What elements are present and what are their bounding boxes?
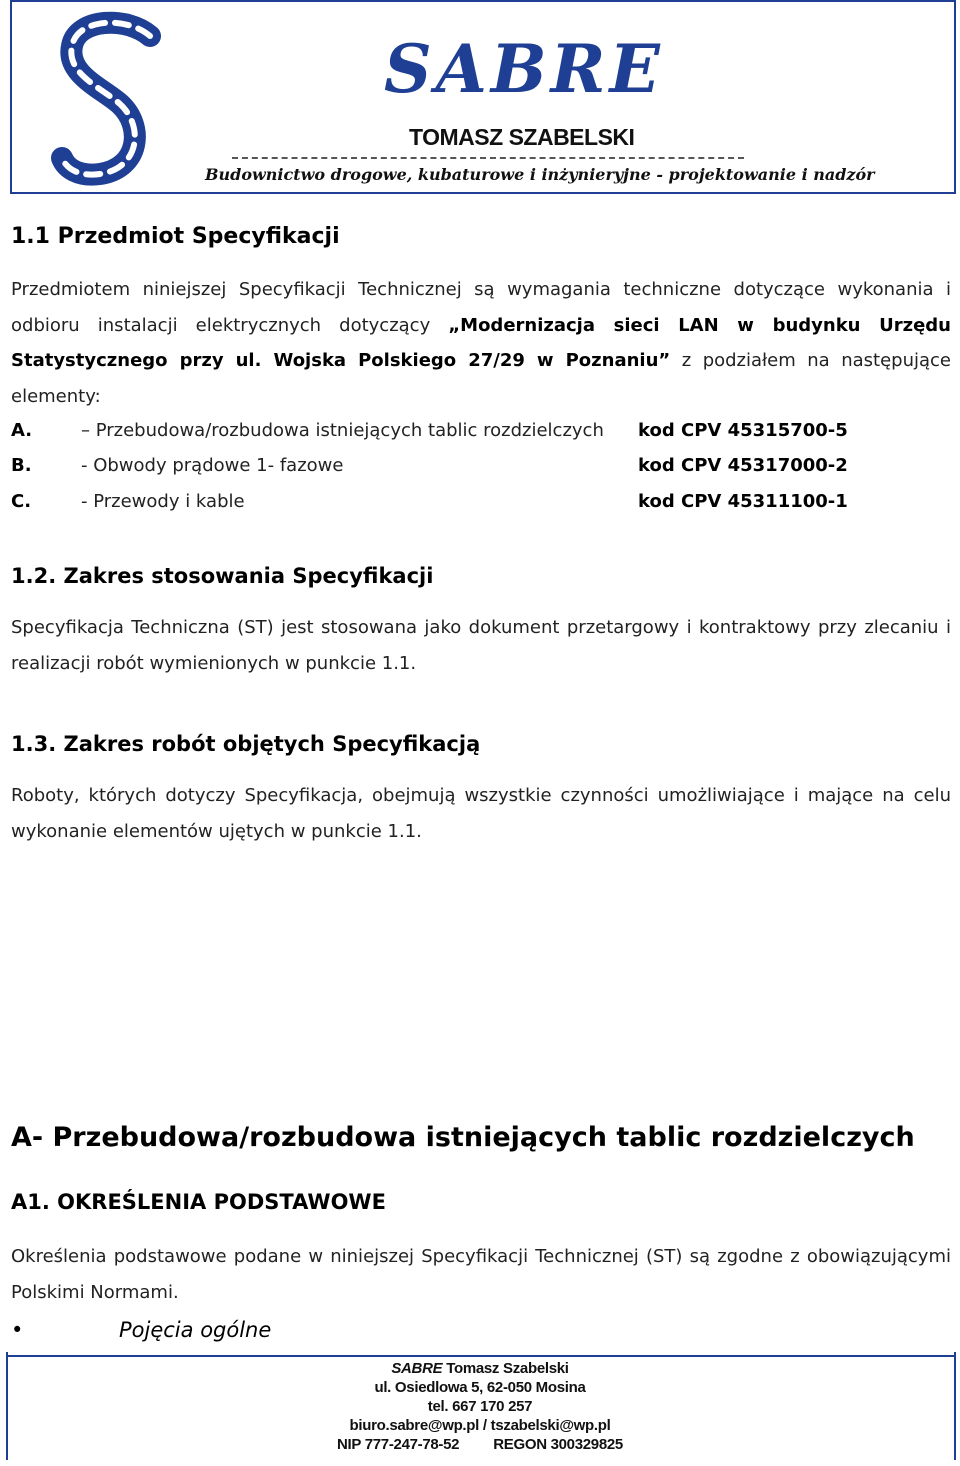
item-cpv-code: kod CPV 45315700-5	[638, 420, 848, 441]
footer-address: ul. Osiedlowa 5, 62-050 Mosina	[374, 1379, 586, 1396]
project-name: „Modernizacja sieci LAN w budynku Urzędu Statystycznego przy ul. Wojska Polskiego 27/29 w Poznaniu”	[11, 314, 952, 371]
section-a1-paragraph: Określenia podstawowe podane w niniejszej Specyfikacji Technicznej (ST) są zgodne z obowiązującymi Polskimi Normami.	[11, 1246, 951, 1303]
section-heading-a: A- Przebudowa/rozbudowa istniejących tablic rozdzielczych	[11, 1122, 915, 1153]
item-letter: C.	[11, 491, 32, 512]
footer-email: biuro.sabre@wp.pl / tszabelski@wp.pl	[349, 1417, 611, 1434]
intro-text: Przedmiotem niniejszej Specyfikacji Technicznej są wymagania techniczne dotyczące wykonania i odbioru instalacji elektrycznych dotyczący	[11, 279, 951, 336]
section-heading-1-1: 1.1 Przedmiot Specyfikacji	[11, 224, 340, 249]
brand-logo-text: SABRE	[384, 30, 664, 108]
item-description: - Przewody i kable	[81, 491, 245, 512]
footer-brand: SABRE	[391, 1360, 443, 1377]
letterhead	[10, 0, 956, 194]
section-1-3-paragraph: Roboty, których dotyczy Specyfikacja, obejmują wszystkie czynności umożliwiające i mające na celu wykonanie elementów ujętych w punkcie 1.1.	[11, 785, 951, 842]
bullet-text: Pojęcia ogólne	[119, 1318, 272, 1342]
item-description: - Obwody prądowe 1- fazowe	[81, 455, 344, 476]
header-divider	[232, 157, 744, 159]
footer-nip: NIP 777-247-78-52	[337, 1436, 460, 1453]
item-description: – Przebudowa/rozbudowa istniejących tablic rozdzielczych	[81, 420, 604, 441]
bullet-icon: •	[11, 1318, 24, 1342]
section-heading-a1: A1. OKREŚLENIA PODSTAWOWE	[11, 1190, 386, 1214]
footer-name: Tomasz Szabelski	[446, 1360, 569, 1377]
owner-name: TOMASZ SZABELSKI	[409, 124, 635, 150]
section-heading-1-3: 1.3. Zakres robót objętych Specyfikacją	[11, 732, 481, 756]
section-heading-1-2: 1.2. Zakres stosowania Specyfikacji	[11, 564, 434, 588]
footer-regon: REGON 300329825	[493, 1436, 623, 1453]
item-letter: A.	[11, 420, 33, 441]
chain-s-logo-icon	[32, 8, 182, 188]
section-1-1-paragraph	[11, 272, 951, 414]
item-letter: B.	[11, 455, 32, 476]
intro-tail: z podziałem na następujące elementy:	[11, 350, 952, 407]
footer-divider	[6, 1355, 956, 1357]
footer-phone: tel. 667 170 257	[427, 1398, 533, 1415]
item-cpv-code: kod CPV 45311100-1	[638, 491, 848, 512]
company-tagline: Budownictwo drogowe, kubaturowe i inżynieryjne - projektowanie i nadzór	[205, 165, 875, 184]
footer-contact	[0, 1359, 960, 1454]
section-1-2-paragraph: Specyfikacja Techniczna (ST) jest stosowana jako dokument przetargowy i kontraktowy przy zlecaniu i realizacji robót wymienionych w punkcie 1.1.	[11, 617, 951, 674]
item-cpv-code: kod CPV 45317000-2	[638, 455, 848, 476]
